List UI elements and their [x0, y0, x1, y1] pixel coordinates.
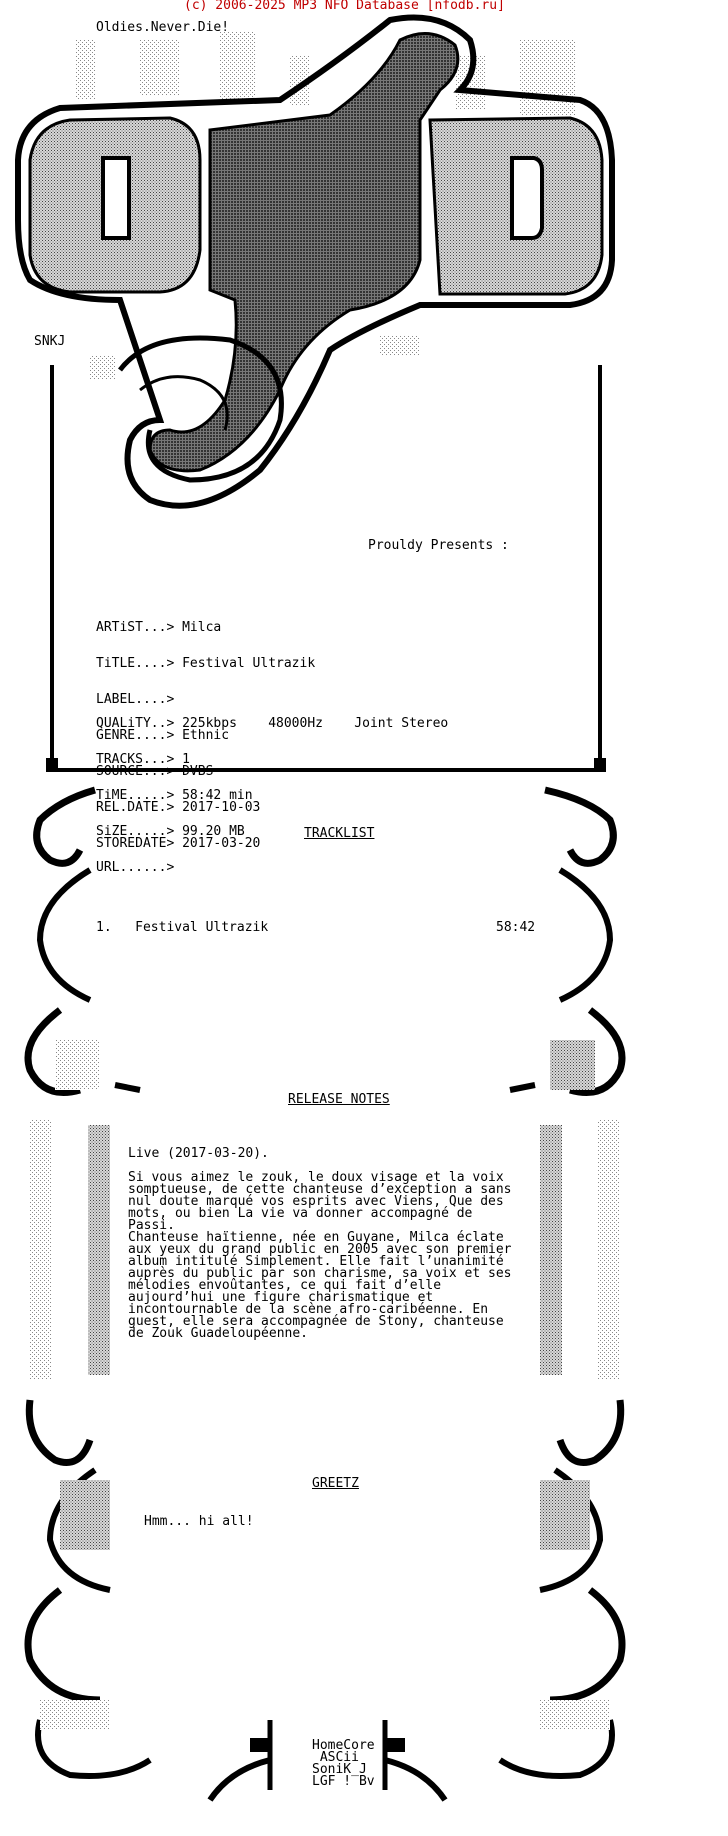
release-notes-line: de Zouk Guadeloupéenne.: [128, 1326, 309, 1341]
footer-line: ASCii: [312, 1750, 359, 1765]
info-row-url: URL......>: [96, 860, 175, 875]
greetz-text: Hmm... hi all!: [144, 1514, 254, 1529]
info-row-artist: ARTiST...> Milca: [96, 620, 222, 635]
release-notes-line: album intitulé Simplement. Elle fait l’unanimité: [128, 1254, 504, 1269]
release-notes-text: [128, 1148, 512, 1340]
track-duration: 58:42: [496, 920, 536, 935]
track-row: 1. Festival Ultrazik: [96, 920, 269, 935]
info-row-label: LABEL....>: [96, 692, 175, 707]
release-notes-line: auprès du public par son charisme, sa voix et ses: [128, 1266, 512, 1281]
tagline: Oldies.Never.Die!: [96, 20, 230, 35]
info-row-size: SiZE.....> 99.20 MB: [96, 824, 245, 839]
footer-line: LGF ! Bv: [312, 1774, 375, 1789]
footer-credits: [312, 1740, 375, 1788]
info-row-title: TiTLE....> Festival Ultrazik: [96, 656, 316, 671]
info-row-source: SOURCE...> DVBS: [96, 764, 214, 779]
release-notes-heading: RELEASE NOTES: [288, 1092, 390, 1107]
release-notes-line: aux yeux du grand public en 2005 avec son premier: [128, 1242, 512, 1257]
release-notes-line: Chanteuse haïtienne, née en Guyane, Milca éclate: [128, 1230, 504, 1245]
info-row-genre: GENRE....> Ethnic: [96, 728, 230, 743]
release-notes-line: somptueuse, de cette chanteuse d’exception a sans: [128, 1182, 512, 1197]
info-row-reldate: REL.DATE.> 2017-10-03: [96, 800, 261, 815]
audio-info-block: [96, 694, 448, 886]
release-notes-line: guest, elle sera accompagnée de Stony, chanteuse: [128, 1314, 504, 1329]
release-notes-line: mélodies envoûtantes, ce qui fait d’elle: [128, 1278, 442, 1293]
info-row-tracks: TRACKS...> 1: [96, 752, 190, 767]
release-notes-line: Live (2017-03-20).: [128, 1146, 269, 1161]
right-ornament: [500, 790, 622, 1776]
info-row-quality: QUALiTY..> 225kbps 48000Hz Joint Stereo: [96, 716, 449, 731]
greetz-heading: GREETZ: [312, 1476, 359, 1491]
release-notes-line: mots, ou bien La vie va donner accompagné de: [128, 1206, 473, 1221]
logo-art: [18, 18, 612, 506]
art-credit: SNKJ: [34, 334, 66, 349]
tracklist-heading: TRACKLIST: [304, 826, 375, 841]
info-row-storedate: STOREDATE> 2017-03-20: [96, 836, 261, 851]
release-notes-line: incontournable de la scène afro-caribéenne. En: [128, 1302, 489, 1317]
release-notes-line: nul doute marqué vos esprits avec Viens, Que des: [128, 1194, 504, 1209]
release-notes-line: Passi.: [128, 1218, 175, 1233]
footer-line: SoniK_J: [312, 1762, 367, 1777]
release-notes-line: aujourd’hui une figure charismatique et: [128, 1290, 434, 1305]
footer-line: HomeCore: [312, 1738, 375, 1753]
info-row-time: TiME.....> 58:42 min: [96, 788, 253, 803]
presents-line: Prouldy Presents :: [368, 538, 509, 553]
release-notes-line: Si vous aimez le zouk, le doux visage et la voix: [128, 1170, 504, 1185]
copyright-link[interactable]: (c) 2006-2025 MP3 NFO Database [nfodb.ru]: [184, 0, 505, 13]
